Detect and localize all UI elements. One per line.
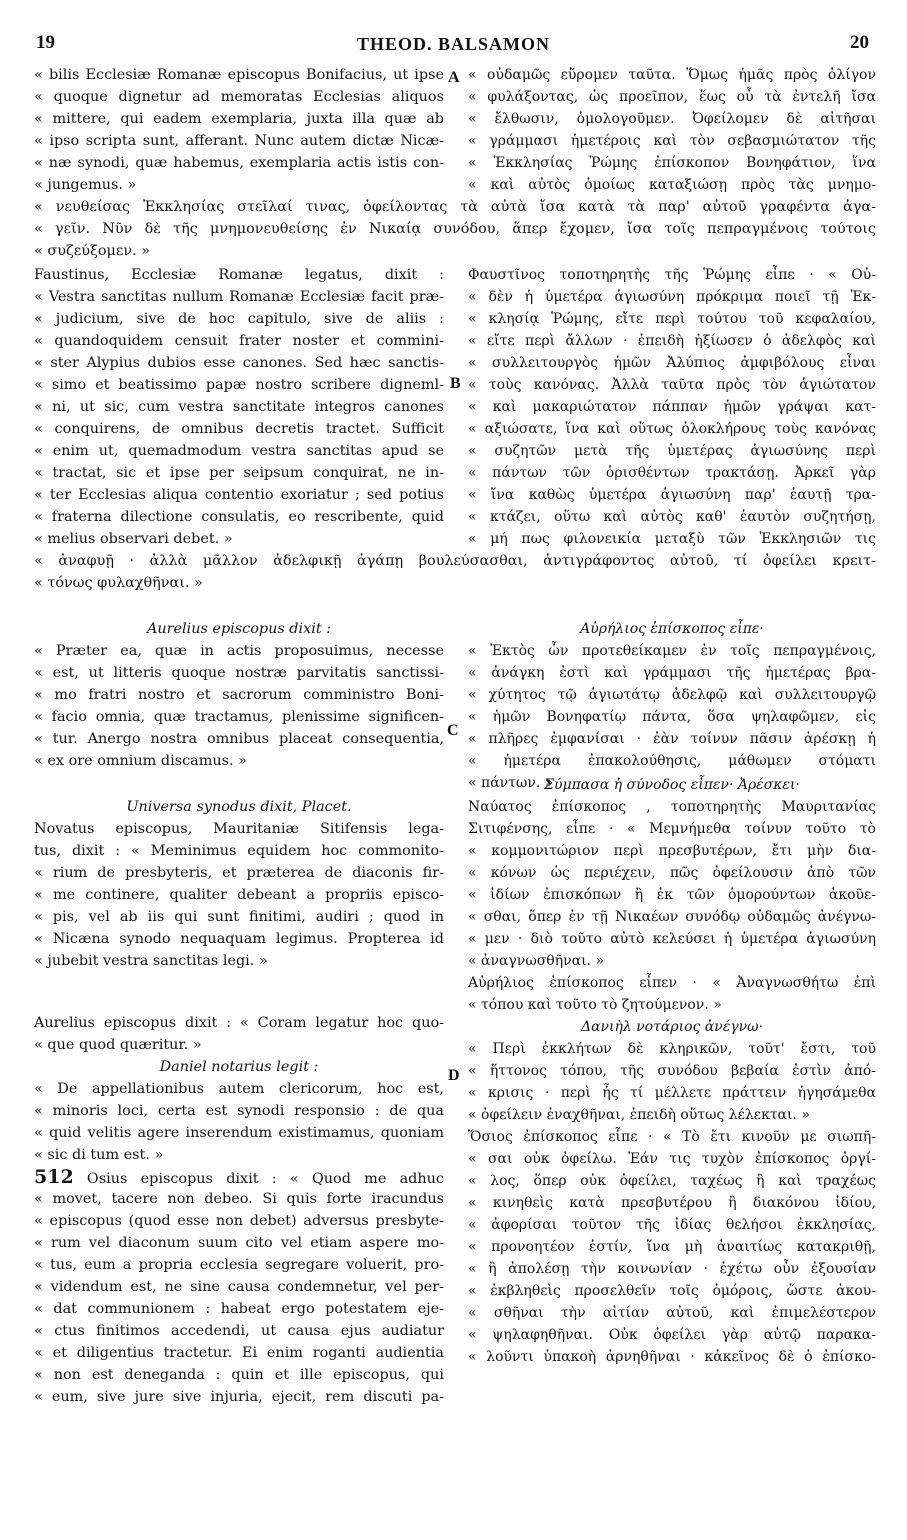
text-line: « pis, vel ab iis qui sunt finitimi, audiri ; quod in: [34, 909, 444, 925]
left-page-number: 19: [36, 32, 55, 53]
text-line: « mittere, qui eadem exemplaria, juxta illa quæ ab: [34, 111, 444, 127]
text-line: « me continere, qualiter debeant a propriis episco-: [34, 887, 444, 903]
text-line: « tractat, sic et ipse per seipsum conquirat, ne in-: [34, 465, 444, 481]
text-line: Φαυστῖνος τοποτηρητὴς τῆς Ῥώμης εἶπε · « Οὐ-: [468, 267, 876, 283]
text-line: « mo fratri nostro et sacrorum comministro Boni-: [34, 687, 444, 703]
text-line: « fraterna dilectione consulatis, eo rescribente, quid: [34, 509, 444, 525]
text-line: « conquirens, de omnibus decretis tractet. Sufficit: [34, 421, 444, 437]
text-line: « Περὶ ἐκκλήτων δὲ κληρικῶν, τοῦτ' ἔστι, τοῦ: [468, 1041, 876, 1057]
latin-column-section-4b: [34, 1012, 444, 1408]
section-heading: Daniel notarius legit :: [159, 1059, 319, 1075]
text-line: « jungemus. »: [34, 177, 137, 193]
text-line: Ναύατος ἐπίσκοπος , τοποτηρητὴς Μαυριτανίας: [468, 799, 876, 815]
text-line: « δὲν ἡ ὑμετέρα ἁγιωσύνη πρόκριμα ποιεῖ τῇ Ἐκ-: [468, 289, 876, 305]
margin-marker-b: B: [450, 375, 461, 392]
section-heading: Aurelius episcopus dixit :: [146, 621, 332, 637]
text-line: Faustinus, Ecclesiæ Romanæ legatus, dixit :: [34, 267, 444, 283]
latin-column-section-3: [34, 618, 444, 772]
text-line: « jubebit vestra sanctitas legi. »: [34, 953, 268, 969]
text-line: « næ synodi, quæ habemus, exemplaria actis istis con-: [34, 155, 444, 171]
text-line: « κομμονιτώριον περὶ πρεσβυτέρων, ἔτι μὴν δια-: [468, 843, 876, 859]
full-width-greek-section-1: [34, 196, 876, 262]
text-line: « καὶ αὐτὸς ὁμοίως καταξιώσῃ πρὸς τὰς μνημο-: [468, 177, 876, 193]
text-line: « πάντων τῶν ὁρισθέντων τρακτάσῃ. Ἀρκεῖ γὰρ: [468, 465, 876, 481]
text-line: « quoque dignetur ad memoratas Ecclesias aliquos: [34, 89, 444, 105]
text-line: « ὀφείλειν ἐναχθῆναι, ἐπειδὴ οὕτως λέλεκται. »: [468, 1107, 810, 1123]
section-heading: Universa synodus dixit, Placet.: [126, 799, 352, 815]
text-line: « movet, tacere non debeo. Si quis forte iracundus: [34, 1191, 444, 1207]
text-line: « πάντων. »: [468, 775, 554, 791]
text-line: « νευθείσας Ἐκκλησίας στεῖλαί τινας, ὀφείλοντας τὰ αὐτὰ ἴσα κατὰ τὰ παρ' αὐτοῦ γραφέντα ἀγα-: [34, 199, 876, 215]
text-line: « τόνως φυλαχθῆναι. »: [34, 575, 203, 591]
text-line: « dat communionem : habeat ergo potestatem eje-: [34, 1301, 444, 1317]
text-line: Novatus episcopus, Mauritaniæ Sitifensis lega-: [34, 821, 444, 837]
text-line: « rum vel diaconum suum cito vel etiam aspere mo-: [34, 1235, 444, 1251]
text-line: « rium de presbyteris, et præterea de diaconis fir-: [34, 865, 444, 881]
text-line: « λοῦντι ὑπακοὴ ἀρνηθῆναι · κἀκεῖνος δὲ ὁ ἐπίσκο-: [468, 1349, 876, 1365]
text-line: « tur. Anergo nostra omnibus placeat consequentia,: [34, 731, 444, 747]
text-line: « σαι οὐκ ὀφείλω. Ἐάν τις τυχὸν ἐπίσκοπος ὀργί-: [468, 1151, 876, 1167]
text-line: « ἀναγνωσθῆναι. »: [468, 953, 605, 969]
text-line: « χύτητος τῷ ἁγιωτάτῳ ἀδελφῷ καὶ συλλειτουργῷ: [468, 687, 876, 703]
text-line: « μεν · διὸ τοῦτο αὐτὸ κελεύσει ἡ ὑμετέρα ἁγιωσύνη: [468, 931, 876, 947]
right-page-number: 20: [850, 32, 869, 53]
text-line: « ἰδίων ἐπισκόπων ἢ ἐκ τῶν ὁμορούντων ἀκοῦε-: [468, 887, 876, 903]
text-line: « προνοητέον ἐστίν, ἵνα μὴ ἀναιτίως κατακριθῇ,: [468, 1239, 876, 1255]
section-heading: Σύμπασα ἡ σύνοδος εἶπεν· Ἀρέσκει·: [544, 777, 800, 793]
text-line: « est, ut litteris quoque nostræ parvitatis sanctissi-: [34, 665, 444, 681]
text-line: Aurelius episcopus dixit : « Coram legatur hoc quo-: [34, 1015, 444, 1031]
latin-column-section-1: [34, 64, 444, 196]
text-line: « ipso scripta sunt, afferant. Nunc autem dictæ Nicæ-: [34, 133, 444, 149]
text-line: « tus, eum a propria ecclesia segregare voluerit, pro-: [34, 1257, 444, 1273]
greek-column-section-1: [468, 64, 876, 196]
text-line: « καὶ μακαριώτατον πάππαν ἡμῶν γράψαι κατ-: [468, 399, 876, 415]
text-line: « κλησίᾳ Ῥώμης, εἴτε περὶ τούτου τοῦ κεφαλαίου,: [468, 311, 876, 327]
text-line: « episcopus (quod esse non debet) adversus presbyte-: [34, 1213, 444, 1229]
greek-column-section-3: [468, 618, 876, 794]
text-line: Αὐρήλιος ἐπίσκοπος εἶπεν · « Ἀναγνωσθήτω ἐπὶ: [468, 975, 876, 991]
greek-column-section-2: [468, 264, 876, 550]
text-segment: Osius episcopus dixit : « Quod me adhuc: [73, 1171, 444, 1187]
margin-marker-c: C: [447, 722, 459, 739]
text-line: « γεῖν. Νῦν δὲ τῆς μνημονευθείσης ἐν Νικαίᾳ συνόδου, ἅπερ ἔχομεν, ἴσα τοῖς πεπραγμένοις τούτοις: [34, 221, 876, 237]
text-line: Σιτιφένσης, εἶπε · « Μεμνήμεθα τοίνυν τοῦτο τὸ: [468, 821, 876, 837]
margin-marker-d: D: [448, 1067, 460, 1084]
running-title: THEOD. BALSAMON: [356, 34, 551, 54]
latin-column-section-4: [34, 796, 444, 972]
text-line: « ster Alypius dubios esse canones. Sed hæc sanctis-: [34, 355, 444, 371]
text-line: « eum, sive jure sive injuria, ejecit, rem discuti pa-: [34, 1389, 444, 1405]
text-line: « γράμμασι ἡμετέροις καὶ τὸν σεβασμιώτατον τῆς: [468, 133, 876, 149]
greek-column-section-4: [468, 774, 876, 1368]
canon-number: 512: [34, 1166, 74, 1188]
text-line: « κόνων ὡς περιέχειν, πῶς ὀφείλουσιν ἀπὸ τῶν: [468, 865, 876, 881]
text-line: « ex ore omnium discamus. »: [34, 753, 247, 769]
text-line: « τοὺς κανόνας. Ἀλλὰ ταῦτα πρὸς τὸν ἁγιώτατον: [468, 377, 876, 393]
text-line: « bilis Ecclesiæ Romanæ episcopus Bonifacius, ut ipse: [34, 67, 444, 83]
page-header: [0, 32, 907, 62]
text-line: « Nicæna synodo nequaquam legimus. Propterea id: [34, 931, 444, 947]
section-heading: Δανιὴλ νοτάριος ἀνέγνω·: [580, 1019, 764, 1035]
text-line: « minoris loci, certa est synodi responsio : de qua: [34, 1103, 444, 1119]
text-line: « ter Ecclesias aliqua contentio exoriatur ; sed potius: [34, 487, 444, 503]
text-line: « Vestra sanctitas nullum Romanæ Ecclesiæ facit præ-: [34, 289, 444, 305]
section-heading: Αὐρήλιος ἐπίσκοπος εἶπε·: [580, 621, 764, 637]
text-line: « μή πως φιλονεικία μεταξὺ τῶν Ἐκκλησιῶν τις: [468, 531, 876, 547]
margin-marker-a: A: [448, 69, 460, 86]
text-line: « ἥττονος τόπου, τῆς συνόδου βεβαία ἐστὶν ἀπό-: [468, 1063, 876, 1079]
text-line: « ni, ut sic, cum vestra sanctitate integros canones: [34, 399, 444, 415]
text-line: « εἴτε περὶ ἄλλων · ἐπειδὴ ἠξίωσεν ὁ ἀδελφὸς καὶ: [468, 333, 876, 349]
text-line: Ὅσιος ἐπίσκοπος εἶπε · « Τὸ ἔτι κινοῦν με σιωπῆ-: [468, 1129, 876, 1145]
text-line: « quid velitis agere inserendum existimamus, quoniam: [34, 1125, 444, 1141]
text-line: « judicium, sive de hoc capitulo, sive de aliis :: [34, 311, 444, 327]
text-line: « De appellationibus autem clericorum, hoc est,: [34, 1081, 444, 1097]
text-line: « ἀνάγκη ἐστὶ καὶ γράμμασι τῆς ἡμετέρας βρα-: [468, 665, 876, 681]
text-line: « συλλειτουργὸς ἡμῶν Ἀλύπιος ἀμφιβόλους εἶναι: [468, 355, 876, 371]
full-width-greek-section-2: [34, 550, 876, 594]
text-line: « videndum est, ne sine causa condemnetur, vel per-: [34, 1279, 444, 1295]
text-line: « simo et beatissimo papæ nostro scribere digneml-: [34, 377, 444, 393]
text-line: « melius observari debet. »: [34, 531, 233, 547]
text-line: « κινηθεὶς κατὰ πρεσβυτέρου ἢ διακόνου ἰδίου,: [468, 1195, 876, 1211]
text-line: « ἀναφυῇ · ἀλλὰ μᾶλλον ἀδελφικῇ ἀγάπῃ βουλεύσασθαι, ἀντιγράφοντος αὐτοῦ, τί ὀφείλει κρειτ-: [34, 553, 876, 569]
text-line: « ἀφορίσαι τοῦτον τῆς ἰδίας θελήσοι ἐκκλησίας,: [468, 1217, 876, 1233]
text-line: « enim ut, quemadmodum vestra sanctitas apud se: [34, 443, 444, 459]
text-line: « ἐκβληθεὶς προσελθεῖν τοῖς ὁμόροις, ὥστε ἀκου-: [468, 1283, 876, 1299]
text-line: « Præter ea, quæ in actis proposuimus, necesse: [34, 643, 444, 659]
text-line: « Ἐκκλησίας Ῥώμης ἐπίσκοπον Βονηφάτιον, ἵνα: [468, 155, 876, 171]
text-line: « αξιώσατε, ἵνα καὶ οὕτως ὁλοκλήρους τοὺς κανόνας: [468, 421, 876, 437]
text-line: « Ἐκτὸς ὧν προτεθείκαμεν ἐν τοῖς πεπραγμένοις,: [468, 643, 876, 659]
text-line: « λος, ὅπερ οὐκ ὀφείλει, ταχέως ἢ καὶ τραχέως: [468, 1173, 876, 1189]
text-line: « ctus finitimos accedendi, ut causa ejus audiatur: [34, 1323, 444, 1339]
text-line: « ἔλθωσιν, ὁμολογοῦμεν. Ὀφείλομεν δὲ αἰτῆσαι: [468, 111, 876, 127]
text-line: « συζητῶν μετὰ τῆς ὑμετέρας ἁγιωσύνης περὶ: [468, 443, 876, 459]
text-line: « ἡμετέρα ἐπακολούθησις, μάθωμεν στόματι: [468, 753, 876, 769]
text-line: « τόπου καὶ τοῦτο τὸ ζητούμενον. »: [468, 997, 722, 1013]
text-line: « et diligentius tractetur. Ei enim roganti audientia: [34, 1345, 444, 1361]
text-line: [34, 1166, 444, 1188]
text-line: « ἵνα καθὼς ὑμετέρα ἁγιωσύνη παρ' ἑαυτῇ τρα-: [468, 487, 876, 503]
text-line: « ἡμῶν Βονηφατίῳ πάντα, ὅσα ψηλαφῶμεν, εἰς: [468, 709, 876, 725]
latin-column-section-2: [34, 264, 444, 550]
text-line: « ψηλαφηθῆναι. Οὐκ ὀφείλει γὰρ αὐτῷ παρακα-: [468, 1327, 876, 1343]
text-line: « facio omnia, quæ tractamus, plenissime significen-: [34, 709, 444, 725]
text-line: « non est deneganda : quin et ille episcopus, qui: [34, 1367, 444, 1383]
text-line: « συζεύξομεν. »: [34, 243, 151, 259]
text-line: « πλῆρες ἐμφανίσαι · ἐὰν τοίνυν πᾶσιν ἀρέσκῃ ἡ: [468, 731, 876, 747]
text-line: « σθῆναι τὴν αἰτίαν αὐτοῦ, καὶ ἐπιμελέστερον: [468, 1305, 876, 1321]
text-line: « ἢ ἀπολέσῃ τὴν κοινωνίαν · ἐχέτω οὖν ἐξουσίαν: [468, 1261, 876, 1277]
text-line: tus, dixit : « Meminimus equidem hoc commonito-: [34, 843, 444, 859]
text-line: « quandoquidem censuit frater noster et commini-: [34, 333, 444, 349]
text-line: « κτάζει, οὕτω καὶ αὐτὸς καθ' ἑαυτὸν συζητήσῃ,: [468, 509, 876, 525]
text-line: « κρισις · περὶ ἧς τί μέλλετε πράττειν ἡγησάμεθα: [468, 1085, 876, 1101]
text-line: « sic di tum est. »: [34, 1147, 164, 1163]
text-line: « σθαι, ὅπερ ἐν τῇ Νικαέων συνόδῳ οὐδαμῶς ἀνέγνω-: [468, 909, 876, 925]
text-line: « οὐδαμῶς εὕρομεν ταῦτα. Ὅμως ἡμᾶς πρὸς ὀλίγον: [468, 67, 876, 83]
text-line: « φυλάξοντας, ὡς προεῖπον, ἕως οὗ τὰ ἐντελῆ ἴσα: [468, 89, 876, 105]
text-line: « que quod quæritur. »: [34, 1037, 202, 1053]
